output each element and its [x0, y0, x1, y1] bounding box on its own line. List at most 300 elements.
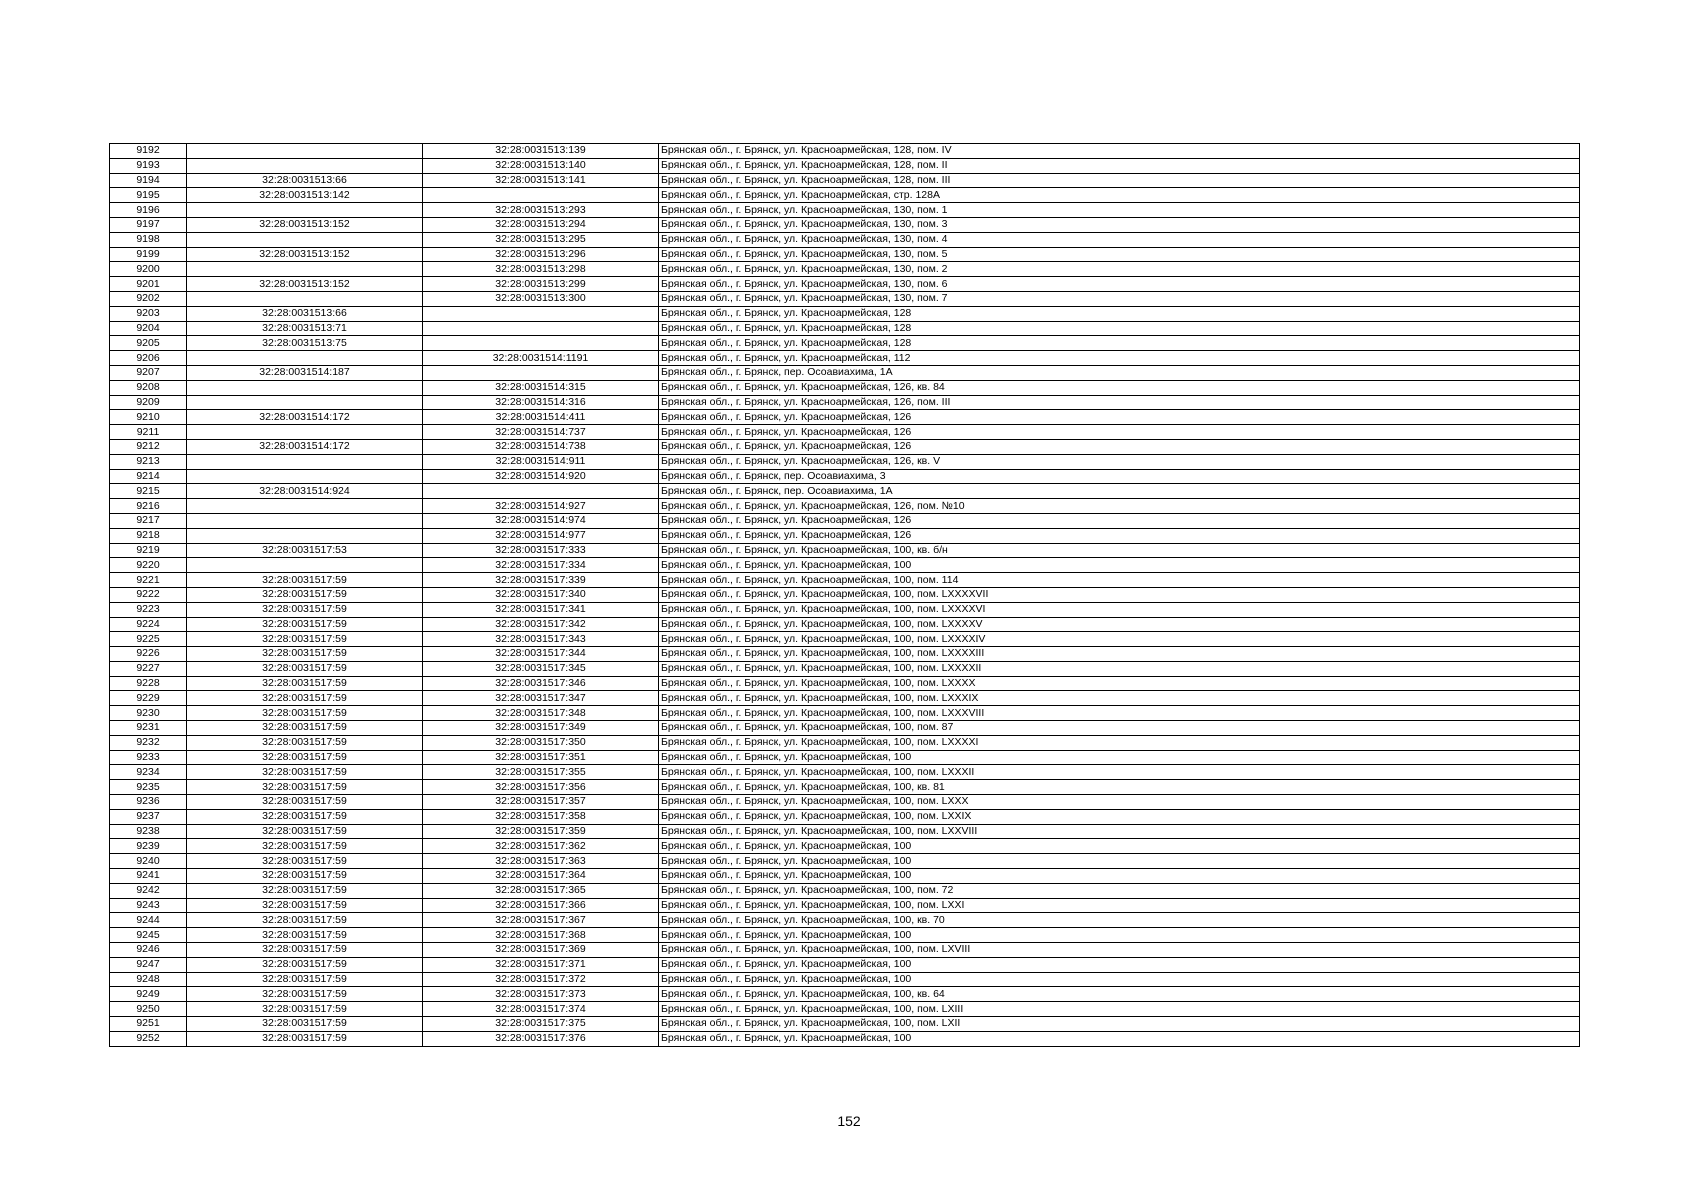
- land-plot-cadastral-cell: 32:28:0031513:71: [187, 321, 423, 336]
- land-plot-cadastral-cell: 32:28:0031517:59: [187, 691, 423, 706]
- address-cell: Брянская обл., г. Брянск, ул. Красноармейская, 130, пом. 6: [659, 277, 1580, 292]
- row-number-cell: 9244: [110, 913, 187, 928]
- row-number-cell: 9192: [110, 144, 187, 159]
- object-cadastral-cell: 32:28:0031514:927: [423, 499, 659, 514]
- table-row: [110, 321, 1580, 336]
- land-plot-cadastral-cell: 32:28:0031517:59: [187, 898, 423, 913]
- land-plot-cadastral-cell: 32:28:0031517:59: [187, 1017, 423, 1032]
- row-number-cell: 9204: [110, 321, 187, 336]
- land-plot-cadastral-cell: [187, 425, 423, 440]
- address-cell: Брянская обл., г. Брянск, ул. Красноармейская, 100, пом. LXXXII: [659, 765, 1580, 780]
- address-cell: Брянская обл., г. Брянск, ул. Красноармейская, 100: [659, 928, 1580, 943]
- table-row: [110, 957, 1580, 972]
- object-cadastral-cell: [423, 321, 659, 336]
- land-plot-cadastral-cell: 32:28:0031517:59: [187, 987, 423, 1002]
- row-number-cell: 9240: [110, 854, 187, 869]
- table-row: [110, 277, 1580, 292]
- row-number-cell: 9231: [110, 721, 187, 736]
- row-number-cell: 9232: [110, 735, 187, 750]
- row-number-cell: 9196: [110, 203, 187, 218]
- land-plot-cadastral-cell: 32:28:0031513:66: [187, 306, 423, 321]
- table-row: [110, 676, 1580, 691]
- table-row: [110, 454, 1580, 469]
- table-row: [110, 854, 1580, 869]
- table-row: [110, 928, 1580, 943]
- land-plot-cadastral-cell: [187, 499, 423, 514]
- row-number-cell: 9246: [110, 943, 187, 958]
- row-number-cell: 9217: [110, 513, 187, 528]
- table-row: [110, 425, 1580, 440]
- land-plot-cadastral-cell: 32:28:0031514:187: [187, 365, 423, 380]
- object-cadastral-cell: 32:28:0031513:140: [423, 158, 659, 173]
- table-row: [110, 513, 1580, 528]
- address-cell: Брянская обл., г. Брянск, ул. Красноармейская, 126, пом. №10: [659, 499, 1580, 514]
- row-number-cell: 9229: [110, 691, 187, 706]
- object-cadastral-cell: 32:28:0031513:295: [423, 232, 659, 247]
- address-cell: Брянская обл., г. Брянск, ул. Красноармейская, 100, пом. LXXX: [659, 795, 1580, 810]
- address-cell: Брянская обл., г. Брянск, ул. Красноармейская, 100, пом. LXXXXV: [659, 617, 1580, 632]
- land-plot-cadastral-cell: 32:28:0031517:59: [187, 869, 423, 884]
- land-plot-cadastral-cell: 32:28:0031517:59: [187, 854, 423, 869]
- table-row: [110, 262, 1580, 277]
- property-register-table: [109, 143, 1580, 1047]
- object-cadastral-cell: 32:28:0031517:343: [423, 632, 659, 647]
- address-cell: Брянская обл., г. Брянск, ул. Красноармейская, 100, пом. 114: [659, 573, 1580, 588]
- address-cell: Брянская обл., г. Брянск, ул. Красноармейская, 100, пом. LXXXXI: [659, 735, 1580, 750]
- land-plot-cadastral-cell: 32:28:0031517:59: [187, 839, 423, 854]
- row-number-cell: 9242: [110, 883, 187, 898]
- land-plot-cadastral-cell: 32:28:0031517:59: [187, 706, 423, 721]
- address-cell: Брянская обл., г. Брянск, ул. Красноармейская, 126: [659, 439, 1580, 454]
- table-row: [110, 1002, 1580, 1017]
- table-row: [110, 365, 1580, 380]
- table-row: [110, 217, 1580, 232]
- row-number-cell: 9210: [110, 410, 187, 425]
- object-cadastral-cell: 32:28:0031514:920: [423, 469, 659, 484]
- land-plot-cadastral-cell: [187, 144, 423, 159]
- object-cadastral-cell: [423, 484, 659, 499]
- table-row: [110, 573, 1580, 588]
- land-plot-cadastral-cell: [187, 262, 423, 277]
- object-cadastral-cell: 32:28:0031517:363: [423, 854, 659, 869]
- row-number-cell: 9199: [110, 247, 187, 262]
- row-number-cell: 9236: [110, 795, 187, 810]
- address-cell: Брянская обл., г. Брянск, ул. Красноармейская, 100, пом. LXXXXVII: [659, 587, 1580, 602]
- table-row: [110, 943, 1580, 958]
- land-plot-cadastral-cell: 32:28:0031517:53: [187, 543, 423, 558]
- table-row: [110, 336, 1580, 351]
- row-number-cell: 9226: [110, 647, 187, 662]
- address-cell: Брянская обл., г. Брянск, ул. Красноармейская, 100, пом. LXXI: [659, 898, 1580, 913]
- address-cell: Брянская обл., г. Брянск, ул. Красноармейская, 100, пом. LXXXXVI: [659, 602, 1580, 617]
- address-cell: Брянская обл., г. Брянск, ул. Красноармейская, 130, пом. 5: [659, 247, 1580, 262]
- row-number-cell: 9209: [110, 395, 187, 410]
- table-row: [110, 721, 1580, 736]
- address-cell: Брянская обл., г. Брянск, ул. Красноармейская, 130, пом. 2: [659, 262, 1580, 277]
- row-number-cell: 9201: [110, 277, 187, 292]
- address-cell: Брянская обл., г. Брянск, ул. Красноармейская, 128: [659, 336, 1580, 351]
- object-cadastral-cell: 32:28:0031513:141: [423, 173, 659, 188]
- table-row: [110, 632, 1580, 647]
- row-number-cell: 9211: [110, 425, 187, 440]
- land-plot-cadastral-cell: 32:28:0031517:59: [187, 795, 423, 810]
- object-cadastral-cell: 32:28:0031517:357: [423, 795, 659, 810]
- object-cadastral-cell: 32:28:0031517:374: [423, 1002, 659, 1017]
- land-plot-cadastral-cell: 32:28:0031513:152: [187, 247, 423, 262]
- table-row: [110, 972, 1580, 987]
- object-cadastral-cell: [423, 306, 659, 321]
- land-plot-cadastral-cell: 32:28:0031514:172: [187, 439, 423, 454]
- table-row: [110, 232, 1580, 247]
- row-number-cell: 9218: [110, 528, 187, 543]
- land-plot-cadastral-cell: [187, 528, 423, 543]
- object-cadastral-cell: 32:28:0031517:356: [423, 780, 659, 795]
- land-plot-cadastral-cell: 32:28:0031513:75: [187, 336, 423, 351]
- address-cell: Брянская обл., г. Брянск, ул. Красноармейская, 100: [659, 1031, 1580, 1046]
- address-cell: Брянская обл., г. Брянск, ул. Красноармейская, 100, пом. LXXXIX: [659, 691, 1580, 706]
- table-row: [110, 869, 1580, 884]
- land-plot-cadastral-cell: 32:28:0031517:59: [187, 587, 423, 602]
- address-cell: Брянская обл., г. Брянск, ул. Красноармейская, 100, пом. LXXXVIII: [659, 706, 1580, 721]
- row-number-cell: 9213: [110, 454, 187, 469]
- address-cell: Брянская обл., г. Брянск, ул. Красноармейская, 126: [659, 425, 1580, 440]
- address-cell: Брянская обл., г. Брянск, ул. Красноармейская, 130, пом. 7: [659, 291, 1580, 306]
- row-number-cell: 9198: [110, 232, 187, 247]
- row-number-cell: 9224: [110, 617, 187, 632]
- land-plot-cadastral-cell: 32:28:0031517:59: [187, 602, 423, 617]
- table-row: [110, 1017, 1580, 1032]
- row-number-cell: 9208: [110, 380, 187, 395]
- land-plot-cadastral-cell: 32:28:0031517:59: [187, 913, 423, 928]
- object-cadastral-cell: 32:28:0031514:911: [423, 454, 659, 469]
- object-cadastral-cell: 32:28:0031517:368: [423, 928, 659, 943]
- land-plot-cadastral-cell: [187, 380, 423, 395]
- land-plot-cadastral-cell: 32:28:0031514:924: [187, 484, 423, 499]
- address-cell: Брянская обл., г. Брянск, ул. Красноармейская, 100: [659, 869, 1580, 884]
- row-number-cell: 9200: [110, 262, 187, 277]
- object-cadastral-cell: 32:28:0031517:364: [423, 869, 659, 884]
- row-number-cell: 9212: [110, 439, 187, 454]
- address-cell: Брянская обл., г. Брянск, ул. Красноармейская, 126: [659, 528, 1580, 543]
- land-plot-cadastral-cell: 32:28:0031517:59: [187, 883, 423, 898]
- address-cell: Брянская обл., г. Брянск, ул. Красноармейская, 100: [659, 957, 1580, 972]
- row-number-cell: 9197: [110, 217, 187, 232]
- object-cadastral-cell: 32:28:0031517:345: [423, 661, 659, 676]
- object-cadastral-cell: [423, 336, 659, 351]
- row-number-cell: 9193: [110, 158, 187, 173]
- row-number-cell: 9238: [110, 824, 187, 839]
- table-row: [110, 987, 1580, 1002]
- table-row: [110, 410, 1580, 425]
- table-row: [110, 173, 1580, 188]
- object-cadastral-cell: 32:28:0031517:367: [423, 913, 659, 928]
- object-cadastral-cell: 32:28:0031517:334: [423, 558, 659, 573]
- row-number-cell: 9230: [110, 706, 187, 721]
- land-plot-cadastral-cell: 32:28:0031517:59: [187, 765, 423, 780]
- object-cadastral-cell: 32:28:0031513:294: [423, 217, 659, 232]
- row-number-cell: 9233: [110, 750, 187, 765]
- object-cadastral-cell: 32:28:0031513:300: [423, 291, 659, 306]
- land-plot-cadastral-cell: 32:28:0031513:66: [187, 173, 423, 188]
- table-row: [110, 203, 1580, 218]
- address-cell: Брянская обл., г. Брянск, ул. Красноармейская, 128: [659, 306, 1580, 321]
- object-cadastral-cell: 32:28:0031517:350: [423, 735, 659, 750]
- table-row: [110, 1031, 1580, 1046]
- address-cell: Брянская обл., г. Брянск, ул. Красноармейская, 100, кв. 70: [659, 913, 1580, 928]
- row-number-cell: 9241: [110, 869, 187, 884]
- address-cell: Брянская обл., г. Брянск, ул. Красноармейская, 100, пом. LXXXX: [659, 676, 1580, 691]
- row-number-cell: 9221: [110, 573, 187, 588]
- land-plot-cadastral-cell: 32:28:0031517:59: [187, 928, 423, 943]
- address-cell: Брянская обл., г. Брянск, пер. Осоавиахима, 1А: [659, 484, 1580, 499]
- address-cell: Брянская обл., г. Брянск, ул. Красноармейская, 100, пом. LXXVIII: [659, 824, 1580, 839]
- row-number-cell: 9205: [110, 336, 187, 351]
- address-cell: Брянская обл., г. Брянск, ул. Красноармейская, 100, пом. LXXIX: [659, 809, 1580, 824]
- land-plot-cadastral-cell: 32:28:0031517:59: [187, 750, 423, 765]
- address-cell: Брянская обл., г. Брянск, ул. Красноармейская, 130, пом. 1: [659, 203, 1580, 218]
- object-cadastral-cell: 32:28:0031514:738: [423, 439, 659, 454]
- object-cadastral-cell: 32:28:0031517:351: [423, 750, 659, 765]
- object-cadastral-cell: 32:28:0031517:365: [423, 883, 659, 898]
- address-cell: Брянская обл., г. Брянск, ул. Красноармейская, 100, пом. LXIII: [659, 1002, 1580, 1017]
- land-plot-cadastral-cell: 32:28:0031514:172: [187, 410, 423, 425]
- table-row: [110, 380, 1580, 395]
- row-number-cell: 9249: [110, 987, 187, 1002]
- table-row: [110, 602, 1580, 617]
- address-cell: Брянская обл., г. Брянск, ул. Красноармейская, 126, пом. III: [659, 395, 1580, 410]
- land-plot-cadastral-cell: 32:28:0031513:152: [187, 217, 423, 232]
- object-cadastral-cell: 32:28:0031513:296: [423, 247, 659, 262]
- address-cell: Брянская обл., г. Брянск, ул. Красноармейская, 112: [659, 351, 1580, 366]
- table-row: [110, 558, 1580, 573]
- row-number-cell: 9222: [110, 587, 187, 602]
- address-cell: Брянская обл., г. Брянск, пер. Осоавиахима, 1А: [659, 365, 1580, 380]
- row-number-cell: 9228: [110, 676, 187, 691]
- object-cadastral-cell: 32:28:0031514:411: [423, 410, 659, 425]
- land-plot-cadastral-cell: [187, 291, 423, 306]
- object-cadastral-cell: 32:28:0031517:359: [423, 824, 659, 839]
- address-cell: Брянская обл., г. Брянск, ул. Красноармейская, 100, пом. LXII: [659, 1017, 1580, 1032]
- address-cell: Брянская обл., г. Брянск, ул. Красноармейская, 128, пом. II: [659, 158, 1580, 173]
- row-number-cell: 9251: [110, 1017, 187, 1032]
- land-plot-cadastral-cell: 32:28:0031517:59: [187, 1031, 423, 1046]
- table-row: [110, 306, 1580, 321]
- object-cadastral-cell: 32:28:0031517:362: [423, 839, 659, 854]
- object-cadastral-cell: 32:28:0031517:341: [423, 602, 659, 617]
- table-row: [110, 735, 1580, 750]
- object-cadastral-cell: 32:28:0031513:139: [423, 144, 659, 159]
- object-cadastral-cell: 32:28:0031517:349: [423, 721, 659, 736]
- row-number-cell: 9194: [110, 173, 187, 188]
- table-row: [110, 499, 1580, 514]
- land-plot-cadastral-cell: 32:28:0031517:59: [187, 1002, 423, 1017]
- land-plot-cadastral-cell: [187, 395, 423, 410]
- object-cadastral-cell: 32:28:0031514:977: [423, 528, 659, 543]
- address-cell: Брянская обл., г. Брянск, ул. Красноармейская, 126, кв. 84: [659, 380, 1580, 395]
- address-cell: Брянская обл., г. Брянск, ул. Красноармейская, 100: [659, 750, 1580, 765]
- land-plot-cadastral-cell: 32:28:0031517:59: [187, 972, 423, 987]
- table-row: [110, 706, 1580, 721]
- land-plot-cadastral-cell: 32:28:0031517:59: [187, 735, 423, 750]
- table-row: [110, 528, 1580, 543]
- row-number-cell: 9207: [110, 365, 187, 380]
- land-plot-cadastral-cell: 32:28:0031513:152: [187, 277, 423, 292]
- object-cadastral-cell: 32:28:0031513:299: [423, 277, 659, 292]
- table-row: [110, 188, 1580, 203]
- row-number-cell: 9243: [110, 898, 187, 913]
- object-cadastral-cell: 32:28:0031514:316: [423, 395, 659, 410]
- object-cadastral-cell: 32:28:0031513:298: [423, 262, 659, 277]
- address-cell: Брянская обл., г. Брянск, ул. Красноармейская, 128, пом. IV: [659, 144, 1580, 159]
- row-number-cell: 9214: [110, 469, 187, 484]
- table-row: [110, 883, 1580, 898]
- land-plot-cadastral-cell: [187, 454, 423, 469]
- table-row: [110, 395, 1580, 410]
- table-row: [110, 661, 1580, 676]
- object-cadastral-cell: 32:28:0031514:1191: [423, 351, 659, 366]
- object-cadastral-cell: 32:28:0031517:358: [423, 809, 659, 824]
- row-number-cell: 9245: [110, 928, 187, 943]
- land-plot-cadastral-cell: 32:28:0031517:59: [187, 661, 423, 676]
- register-table-body: [110, 144, 1580, 1047]
- table-row: [110, 750, 1580, 765]
- row-number-cell: 9195: [110, 188, 187, 203]
- table-row: [110, 839, 1580, 854]
- address-cell: Брянская обл., г. Брянск, пер. Осоавиахима, 3: [659, 469, 1580, 484]
- address-cell: Брянская обл., г. Брянск, ул. Красноармейская, 100, пом. LXXXXII: [659, 661, 1580, 676]
- address-cell: Брянская обл., г. Брянск, ул. Красноармейская, 100, пом. LXXXXIII: [659, 647, 1580, 662]
- land-plot-cadastral-cell: 32:28:0031517:59: [187, 676, 423, 691]
- table-row: [110, 587, 1580, 602]
- row-number-cell: 9202: [110, 291, 187, 306]
- address-cell: Брянская обл., г. Брянск, ул. Красноармейская, 100, кв. 81: [659, 780, 1580, 795]
- land-plot-cadastral-cell: 32:28:0031517:59: [187, 617, 423, 632]
- address-cell: Брянская обл., г. Брянск, ул. Красноармейская, 100: [659, 839, 1580, 854]
- object-cadastral-cell: 32:28:0031517:371: [423, 957, 659, 972]
- land-plot-cadastral-cell: 32:28:0031517:59: [187, 809, 423, 824]
- table-row: [110, 617, 1580, 632]
- row-number-cell: 9206: [110, 351, 187, 366]
- row-number-cell: 9225: [110, 632, 187, 647]
- object-cadastral-cell: 32:28:0031517:342: [423, 617, 659, 632]
- row-number-cell: 9248: [110, 972, 187, 987]
- table-row: [110, 469, 1580, 484]
- table-row: [110, 158, 1580, 173]
- address-cell: Брянская обл., г. Брянск, ул. Красноармейская, 128, пом. III: [659, 173, 1580, 188]
- address-cell: Брянская обл., г. Брянск, ул. Красноармейская, 100, пом. LXVIII: [659, 943, 1580, 958]
- address-cell: Брянская обл., г. Брянск, ул. Красноармейская, 126: [659, 513, 1580, 528]
- object-cadastral-cell: 32:28:0031517:340: [423, 587, 659, 602]
- table-row: [110, 484, 1580, 499]
- object-cadastral-cell: 32:28:0031517:344: [423, 647, 659, 662]
- table-row: [110, 691, 1580, 706]
- address-cell: Брянская обл., г. Брянск, ул. Красноармейская, стр. 128А: [659, 188, 1580, 203]
- land-plot-cadastral-cell: 32:28:0031513:142: [187, 188, 423, 203]
- land-plot-cadastral-cell: 32:28:0031517:59: [187, 957, 423, 972]
- address-cell: Брянская обл., г. Брянск, ул. Красноармейская, 100, кв. 64: [659, 987, 1580, 1002]
- row-number-cell: 9250: [110, 1002, 187, 1017]
- address-cell: Брянская обл., г. Брянск, ул. Красноармейская, 100: [659, 972, 1580, 987]
- land-plot-cadastral-cell: [187, 351, 423, 366]
- land-plot-cadastral-cell: [187, 232, 423, 247]
- object-cadastral-cell: 32:28:0031514:974: [423, 513, 659, 528]
- land-plot-cadastral-cell: [187, 513, 423, 528]
- land-plot-cadastral-cell: 32:28:0031517:59: [187, 721, 423, 736]
- row-number-cell: 9219: [110, 543, 187, 558]
- row-number-cell: 9252: [110, 1031, 187, 1046]
- table-row: [110, 647, 1580, 662]
- row-number-cell: 9234: [110, 765, 187, 780]
- address-cell: Брянская обл., г. Брянск, ул. Красноармейская, 130, пом. 4: [659, 232, 1580, 247]
- table-row: [110, 898, 1580, 913]
- land-plot-cadastral-cell: 32:28:0031517:59: [187, 647, 423, 662]
- object-cadastral-cell: 32:28:0031517:376: [423, 1031, 659, 1046]
- address-cell: Брянская обл., г. Брянск, ул. Красноармейская, 130, пом. 3: [659, 217, 1580, 232]
- object-cadastral-cell: 32:28:0031517:355: [423, 765, 659, 780]
- land-plot-cadastral-cell: [187, 203, 423, 218]
- table-row: [110, 543, 1580, 558]
- table-row: [110, 247, 1580, 262]
- table-row: [110, 144, 1580, 159]
- address-cell: Брянская обл., г. Брянск, ул. Красноармейская, 100, кв. б/н: [659, 543, 1580, 558]
- address-cell: Брянская обл., г. Брянск, ул. Красноармейская, 126: [659, 410, 1580, 425]
- land-plot-cadastral-cell: 32:28:0031517:59: [187, 573, 423, 588]
- address-cell: Брянская обл., г. Брянск, ул. Красноармейская, 100: [659, 558, 1580, 573]
- address-cell: Брянская обл., г. Брянск, ул. Красноармейская, 100, пом. 87: [659, 721, 1580, 736]
- object-cadastral-cell: 32:28:0031514:737: [423, 425, 659, 440]
- row-number-cell: 9223: [110, 602, 187, 617]
- page-number: 152: [837, 1113, 861, 1129]
- table-row: [110, 439, 1580, 454]
- address-cell: Брянская обл., г. Брянск, ул. Красноармейская, 100, пом. 72: [659, 883, 1580, 898]
- row-number-cell: 9227: [110, 661, 187, 676]
- row-number-cell: 9239: [110, 839, 187, 854]
- table-row: [110, 765, 1580, 780]
- object-cadastral-cell: 32:28:0031517:373: [423, 987, 659, 1002]
- row-number-cell: 9237: [110, 809, 187, 824]
- row-number-cell: 9216: [110, 499, 187, 514]
- land-plot-cadastral-cell: [187, 469, 423, 484]
- object-cadastral-cell: 32:28:0031517:347: [423, 691, 659, 706]
- land-plot-cadastral-cell: 32:28:0031517:59: [187, 824, 423, 839]
- land-plot-cadastral-cell: 32:28:0031517:59: [187, 780, 423, 795]
- table-row: [110, 913, 1580, 928]
- object-cadastral-cell: 32:28:0031513:293: [423, 203, 659, 218]
- row-number-cell: 9247: [110, 957, 187, 972]
- table-row: [110, 795, 1580, 810]
- table-row: [110, 824, 1580, 839]
- row-number-cell: 9220: [110, 558, 187, 573]
- object-cadastral-cell: [423, 188, 659, 203]
- land-plot-cadastral-cell: 32:28:0031517:59: [187, 632, 423, 647]
- object-cadastral-cell: 32:28:0031517:348: [423, 706, 659, 721]
- row-number-cell: 9235: [110, 780, 187, 795]
- land-plot-cadastral-cell: 32:28:0031517:59: [187, 943, 423, 958]
- row-number-cell: 9215: [110, 484, 187, 499]
- address-cell: Брянская обл., г. Брянск, ул. Красноармейская, 126, кв. V: [659, 454, 1580, 469]
- object-cadastral-cell: 32:28:0031517:369: [423, 943, 659, 958]
- address-cell: Брянская обл., г. Брянск, ул. Красноармейская, 100: [659, 854, 1580, 869]
- object-cadastral-cell: 32:28:0031517:346: [423, 676, 659, 691]
- land-plot-cadastral-cell: [187, 158, 423, 173]
- object-cadastral-cell: 32:28:0031517:339: [423, 573, 659, 588]
- table-row: [110, 780, 1580, 795]
- table-row: [110, 809, 1580, 824]
- object-cadastral-cell: 32:28:0031517:366: [423, 898, 659, 913]
- object-cadastral-cell: 32:28:0031514:315: [423, 380, 659, 395]
- row-number-cell: 9203: [110, 306, 187, 321]
- table-row: [110, 351, 1580, 366]
